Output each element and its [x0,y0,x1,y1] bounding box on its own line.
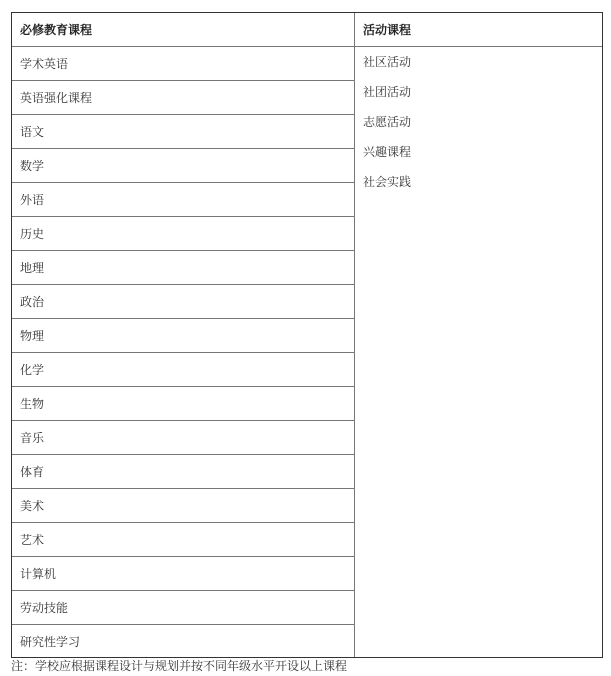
header-required-courses: 必修教育课程 [12,13,354,47]
table-row: 历史 [12,217,354,251]
list-item: 社会实践 [363,175,412,189]
table-row: 外语 [12,183,354,217]
required-courses-column [12,13,355,657]
table-row: 劳动技能 [12,591,354,625]
table-row: 学术英语 [12,47,354,81]
activity-courses-column [355,13,602,657]
table-row: 生物 [12,387,354,421]
course-table [11,12,603,658]
list-item: 兴趣课程 [363,145,412,159]
table-row: 英语强化课程 [12,81,354,115]
list-item: 志愿活动 [363,115,412,129]
table-row: 艺术 [12,523,354,557]
table-row: 化学 [12,353,354,387]
table-row: 政治 [12,285,354,319]
header-activity-courses: 活动课程 [355,13,602,47]
list-item: 社区活动 [363,55,412,69]
footnote: 注：学校应根据课程设计与规划并按不同年级水平开设以上课程 [11,659,348,673]
table-row: 音乐 [12,421,354,455]
table-row: 物理 [12,319,354,353]
table-row: 美术 [12,489,354,523]
table-row: 体育 [12,455,354,489]
table-row: 语文 [12,115,354,149]
table-row: 数学 [12,149,354,183]
table-row: 研究性学习 [20,635,81,649]
list-item: 社团活动 [363,85,412,99]
table-row: 计算机 [12,557,354,591]
table-row: 地理 [12,251,354,285]
